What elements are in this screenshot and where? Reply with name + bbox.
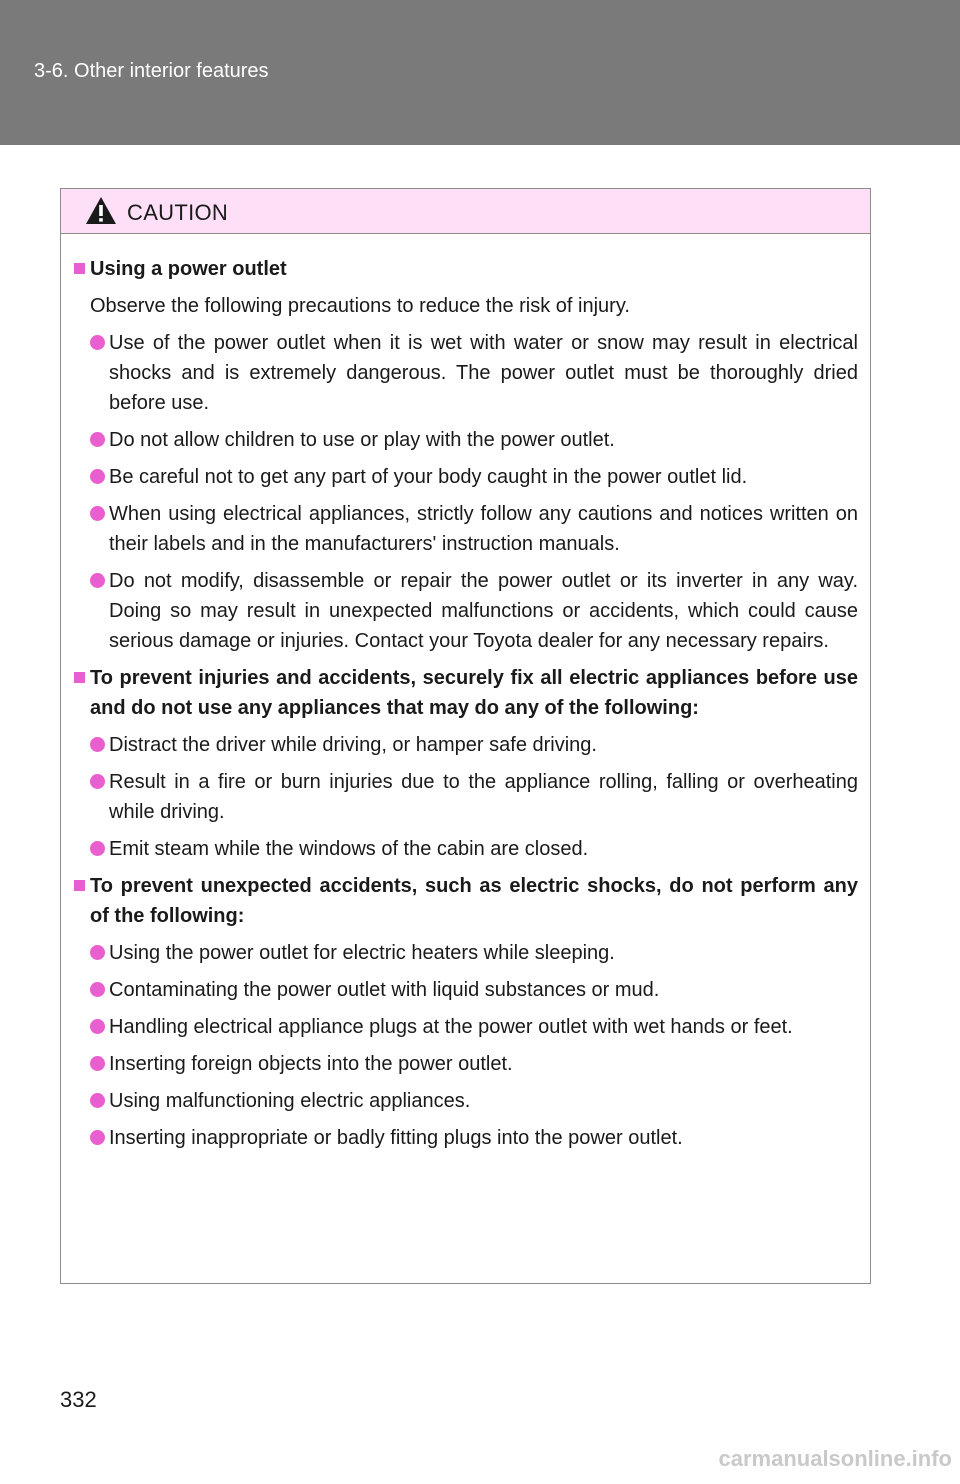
- bullet-item: Using malfunctioning electric appliances.: [74, 1086, 858, 1116]
- section-title: 3-6. Other interior features: [34, 60, 269, 82]
- caution-heading: To prevent unexpected accidents, such as electric shocks, do not perform any of the following:: [74, 871, 858, 931]
- caution-title: CAUTION: [127, 200, 229, 225]
- bullet-dot-icon: [90, 737, 105, 752]
- bullet-dot-icon: [90, 432, 105, 447]
- bullet-dot-icon: [90, 1056, 105, 1071]
- caution-box: [60, 188, 871, 1284]
- caution-body: [61, 234, 870, 1153]
- warning-triangle-icon: [85, 196, 117, 225]
- bullet-dot-icon: [90, 982, 105, 997]
- bullet-dot-icon: [90, 335, 105, 350]
- square-bullet-icon: [74, 263, 85, 274]
- caution-heading: To prevent injuries and accidents, securely fix all electric appliances before use and do not use any appliances that may do any of the following:: [74, 663, 858, 723]
- bullet-item: Result in a fire or burn injuries due to the appliance rolling, falling or overheating while driving.: [74, 767, 858, 827]
- bullet-item: Use of the power outlet when it is wet with water or snow may result in electrical shocks and is extremely dangerous. The power outlet must be thoroughly dried before use.: [74, 328, 858, 418]
- bullet-item: Inserting inappropriate or badly fitting plugs into the power outlet.: [74, 1123, 858, 1153]
- bullet-dot-icon: [90, 774, 105, 789]
- bullet-dot-icon: [90, 469, 105, 484]
- bullet-item: Do not modify, disassemble or repair the power outlet or its inverter in any way. Doing so may result in unexpected malfunctions or accidents, which could cause serious damage or injuries. Contact your Toyota dealer for any necessary repairs.: [74, 566, 858, 656]
- bullet-dot-icon: [90, 1019, 105, 1034]
- bullet-item: When using electrical appliances, strictly follow any cautions and notices written on their labels and in the manufacturers' instruction manuals.: [74, 499, 858, 559]
- watermark: carmanualsonline.info: [718, 1446, 952, 1471]
- bullet-item: Using the power outlet for electric heaters while sleeping.: [74, 938, 858, 968]
- bullet-item: Do not allow children to use or play with the power outlet.: [74, 425, 858, 455]
- page-number: 332: [60, 1387, 97, 1412]
- bullet-dot-icon: [90, 506, 105, 521]
- bullet-dot-icon: [90, 1093, 105, 1108]
- bullet-item: Distract the driver while driving, or hamper safe driving.: [74, 730, 858, 760]
- bullet-dot-icon: [90, 945, 105, 960]
- bullet-item: Be careful not to get any part of your body caught in the power outlet lid.: [74, 462, 858, 492]
- bullet-item: Contaminating the power outlet with liquid substances or mud.: [74, 975, 858, 1005]
- bullet-item: Emit steam while the windows of the cabin are closed.: [74, 834, 858, 864]
- caution-header: [61, 189, 870, 234]
- square-bullet-icon: [74, 880, 85, 891]
- square-bullet-icon: [74, 672, 85, 683]
- section-header-band: [0, 0, 960, 145]
- caution-intro: Observe the following precautions to reduce the risk of injury.: [90, 295, 630, 317]
- bullet-dot-icon: [90, 573, 105, 588]
- caution-heading: Using a power outlet: [74, 254, 858, 284]
- bullet-dot-icon: [90, 1130, 105, 1145]
- bullet-dot-icon: [90, 841, 105, 856]
- bullet-item: Handling electrical appliance plugs at the power outlet with wet hands or feet.: [74, 1012, 858, 1042]
- bullet-item: Inserting foreign objects into the power outlet.: [74, 1049, 858, 1079]
